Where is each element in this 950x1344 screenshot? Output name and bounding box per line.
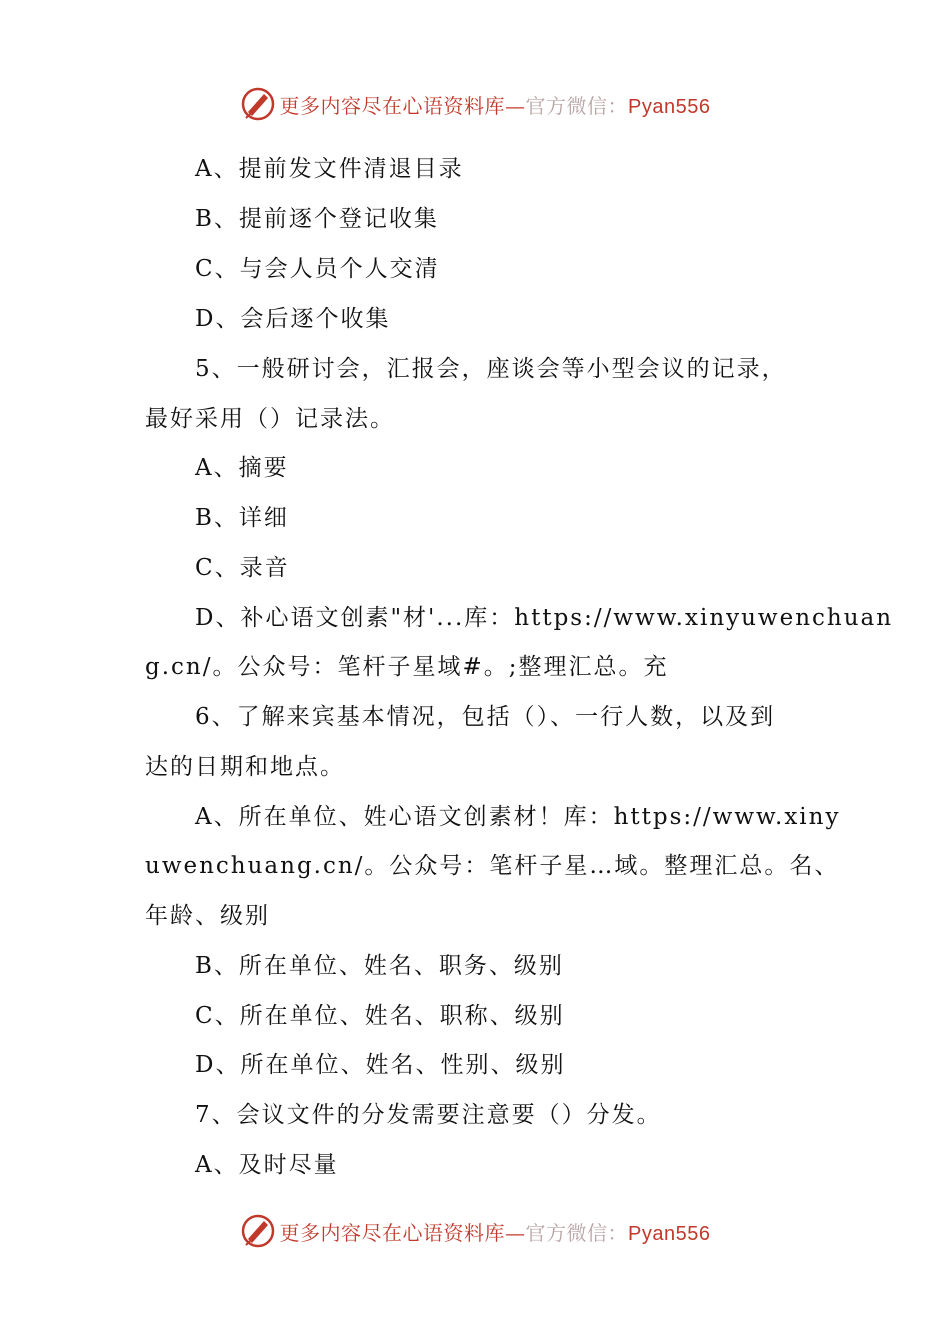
- option-line: C、录音: [195, 555, 290, 581]
- footer-watermark-banner: [0, 1209, 950, 1253]
- question-line: 5、一般研讨会，汇报会，座谈会等小型会议的记录，: [195, 356, 787, 382]
- pen-logo-icon: [240, 1213, 276, 1249]
- footer-banner-wechat-label: 官方微信：: [525, 1220, 629, 1245]
- pen-logo-icon: [240, 86, 276, 122]
- option-line: B、所在单位、姓名、职务、级别: [195, 953, 564, 979]
- option-line: A、及时尽量: [195, 1152, 339, 1178]
- header-watermark-banner: [0, 82, 950, 126]
- footer-banner-text: [280, 1217, 711, 1246]
- option-line: D、会后逐个收集: [195, 306, 391, 332]
- header-banner-main: 更多内容尽在心语资料库—: [279, 93, 526, 118]
- footer-banner-main: 更多内容尽在心语资料库—: [279, 1220, 526, 1245]
- option-line: 年龄、级别: [145, 903, 270, 929]
- option-line: D、所在单位、姓名、性别、级别: [195, 1052, 566, 1078]
- option-line: B、详细: [195, 505, 289, 531]
- question-line: 7、会议文件的分发需要注意要（）分发。: [195, 1102, 662, 1128]
- header-banner-text: [280, 90, 711, 119]
- footer-banner-wechat-id: Pyan556: [628, 1222, 711, 1245]
- option-line: C、与会人员个人交清: [195, 256, 440, 282]
- header-banner-wechat-id: Pyan556: [628, 95, 711, 118]
- question-line: 最好采用（）记录法。: [145, 406, 395, 432]
- option-line: D、补心语文创素"材'...库：https://www.xinyuwenchuan: [195, 605, 894, 631]
- option-line: g.cn/。公众号：笔杆子星域#。;整理汇总。充: [145, 654, 669, 680]
- option-line: A、提前发文件清退目录: [195, 156, 464, 182]
- option-line: A、所在单位、姓心语文创素材！库：https://www.xiny: [195, 804, 841, 830]
- question-line: 达的日期和地点。: [145, 754, 345, 780]
- option-line: uwenchuang.cn/。公众号：笔杆子星…域。整理汇总。名、: [145, 853, 840, 879]
- header-banner-wechat-label: 官方微信：: [525, 93, 629, 118]
- option-line: C、所在单位、姓名、职称、级别: [195, 1003, 565, 1029]
- option-line: A、摘要: [195, 455, 289, 481]
- option-line: B、提前逐个登记收集: [195, 206, 439, 232]
- question-line: 6、了解来宾基本情况，包括（）、一行人数，以及到: [195, 704, 776, 730]
